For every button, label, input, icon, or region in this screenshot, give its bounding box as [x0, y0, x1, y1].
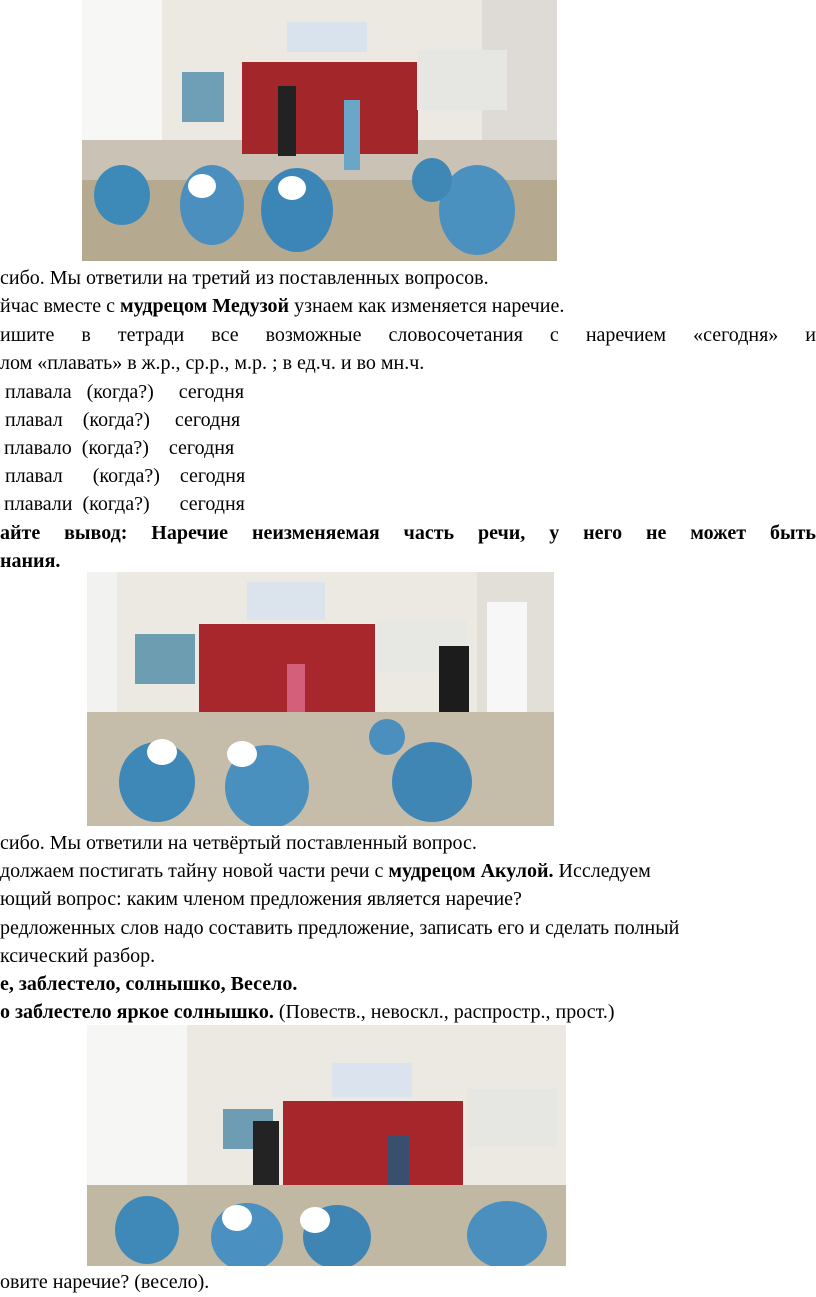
text-line: сибо. Мы ответили на четвёртый поставленный вопрос. [0, 832, 477, 854]
text-line: плавал (когда?) сегодня [0, 409, 241, 431]
text-line: должаем постигать тайну новой части речи с мудрецом Акулой. Исследуем [0, 860, 651, 882]
text-line: плавали (когда?) сегодня [0, 493, 245, 515]
text-line: овите наречие? (весело). [0, 1271, 210, 1293]
text-line: лом «плавать» в ж.р., ср.р., м.р. ; в ед.ч. и во мн.ч. [0, 352, 425, 374]
classroom-photo-3 [87, 1025, 566, 1266]
text-line: плавал (когда?) сегодня [0, 465, 246, 487]
text-line: ксический разбор. [0, 945, 156, 967]
text-line: ющий вопрос: каким членом предложения является наречие? [0, 888, 522, 910]
text-line: плавало (когда?) сегодня [0, 437, 235, 459]
classroom-photo-2 [87, 572, 554, 826]
text-line: сибо. Мы ответили на третий из поставленных вопросов. [0, 267, 489, 289]
text-line: айте вывод: Наречие неизменяемая часть речи, у него не может быть [0, 522, 816, 544]
text-line: ишите в тетради все возможные словосочетания с наречием «сегодня» и [0, 324, 816, 346]
text-line: йчас вместе с мудрецом Медузой узнаем как изменяется наречие. [0, 295, 565, 317]
classroom-photo-1 [82, 0, 557, 261]
text-line: е, заблестело, солнышко, Весело. [0, 973, 298, 995]
text-line: нания. [0, 550, 61, 572]
text-line: редложенных слов надо составить предложение, записать его и сделать полный [0, 917, 680, 939]
text-line: плавала (когда?) сегодня [0, 381, 245, 403]
text-line: о заблестело яркое солнышко. (Повеств., невоскл., распростр., прост.) [0, 1001, 615, 1023]
